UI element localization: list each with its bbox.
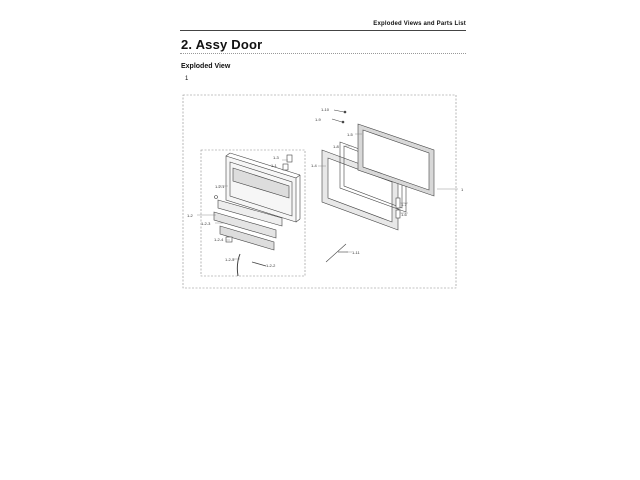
callout-1-7: 1-7: [401, 202, 407, 207]
callout-1-1: 1-1: [271, 163, 277, 168]
callout-1-2-3: 1-2-3: [201, 221, 211, 226]
callout-1-2-2: 1-2-2: [266, 263, 276, 268]
callout-1-2-5: 1-2-5: [225, 257, 235, 262]
callout-1-5: 1-5: [347, 132, 353, 137]
callout-1-10: 1-10: [321, 107, 330, 112]
callout-1-11: 1-11: [352, 250, 360, 255]
page-title: 2. Assy Door: [181, 37, 263, 52]
item-number: 1: [185, 76, 189, 82]
handle-cable: [237, 254, 240, 276]
callout-1-9: 1-9: [315, 117, 321, 122]
callout-1: 1: [461, 187, 464, 192]
callout-1-2-4: 1-2-4: [214, 237, 224, 242]
callout-1-3: 1-3: [273, 155, 279, 160]
callout-1-2-1: 1-2-1: [215, 184, 225, 189]
screws: [332, 110, 346, 123]
assembly-frame: [183, 95, 456, 288]
section-heading: Exploded View: [181, 63, 231, 70]
header-text: Exploded Views and Parts List: [373, 21, 466, 27]
door-spring: [326, 244, 348, 262]
door-hook: [252, 262, 266, 266]
hinge-parts: [396, 198, 400, 218]
callout-1-6: 1-6: [401, 212, 407, 217]
callout-1-2: 1-2: [187, 213, 193, 218]
callout-1-4: 1-4: [311, 163, 317, 168]
callout-1-8: 1-8: [333, 144, 339, 149]
